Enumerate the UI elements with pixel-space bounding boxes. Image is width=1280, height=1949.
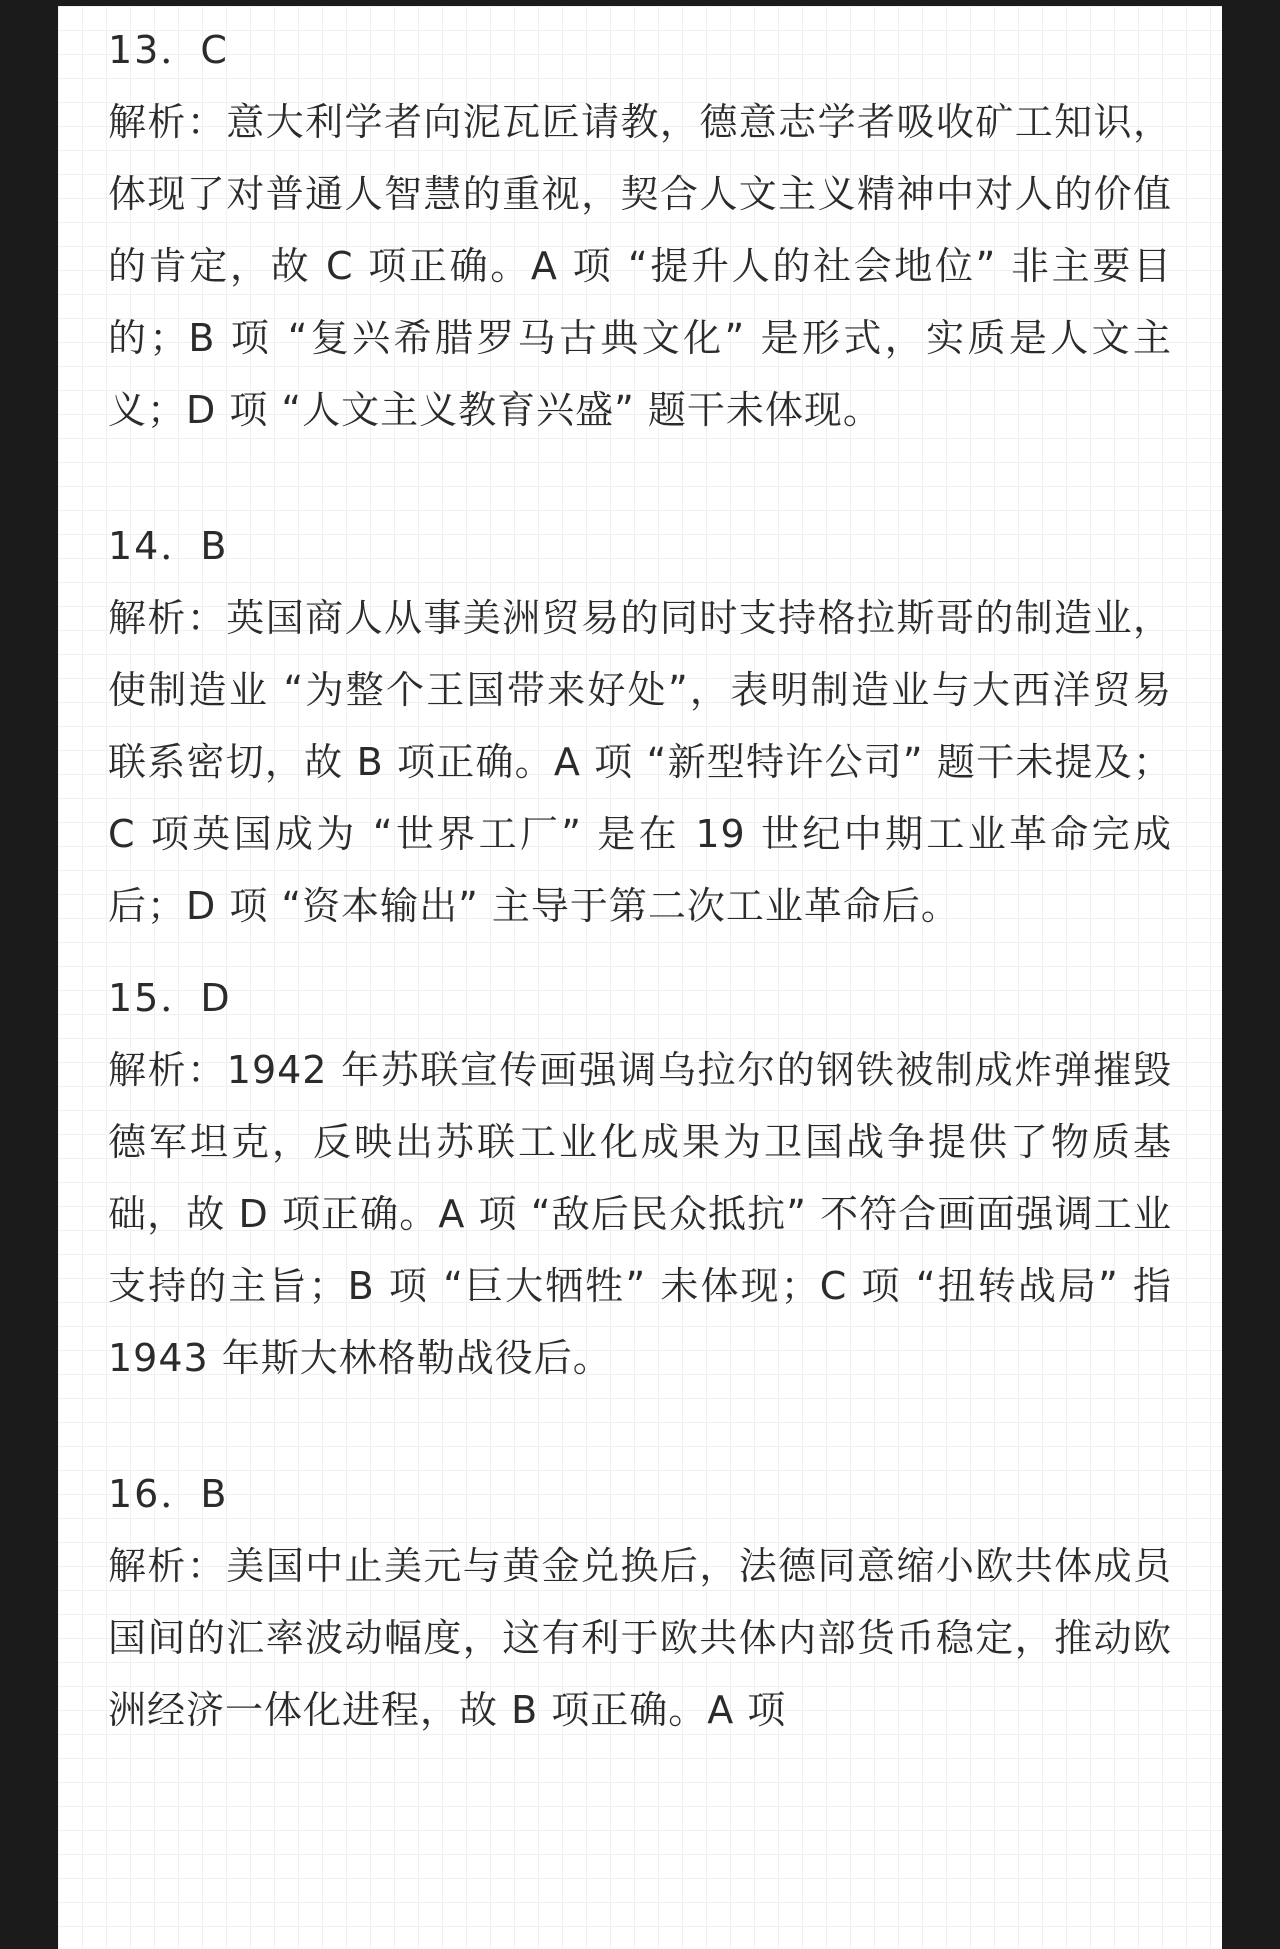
question-16	[108, 1458, 1172, 1746]
question-number: 13．C	[108, 28, 229, 72]
spacer	[108, 1394, 1172, 1458]
answer-analysis-content	[108, 14, 1172, 1746]
question-number: 16．B	[108, 1472, 229, 1516]
question-analysis: 解析：1942 年苏联宣传画强调乌拉尔的钢铁被制成炸弹摧毁德军坦克，反映出苏联工业化成果为卫国战争提供了物质基础，故 D 项正确。A 项 “敌后民众抵抗” 不符合画面强调工业支持的主旨；B 项 “巨大牺牲” 未体现；C 项 “扭转战局” 指 1943 年斯大林格勒战役后。	[108, 1048, 1172, 1380]
spacer	[108, 942, 1172, 962]
question-14	[108, 510, 1172, 942]
question-15	[108, 962, 1172, 1394]
document-page	[58, 6, 1222, 1949]
question-13	[108, 14, 1172, 446]
question-number: 14．B	[108, 524, 229, 568]
question-number: 15．D	[108, 976, 232, 1020]
spacer	[108, 446, 1172, 510]
question-analysis: 解析：英国商人从事美洲贸易的同时支持格拉斯哥的制造业，使制造业 “为整个王国带来好处”，表明制造业与大西洋贸易联系密切，故 B 项正确。A 项 “新型特许公司” 题干未提及；C 项英国成为 “世界工厂” 是在 19 世纪中期工业革命完成后；D 项 “资本输出” 主导于第二次工业革命后。	[108, 596, 1172, 928]
question-analysis: 解析：意大利学者向泥瓦匠请教，德意志学者吸收矿工知识，体现了对普通人智慧的重视，契合人文主义精神中对人的价值的肯定，故 C 项正确。A 项 “提升人的社会地位” 非主要目的；B 项 “复兴希腊罗马古典文化” 是形式，实质是人文主义；D 项 “人文主义教育兴盛” 题干未体现。	[108, 100, 1172, 432]
question-analysis: 解析：美国中止美元与黄金兑换后，法德同意缩小欧共体成员国间的汇率波动幅度，这有利于欧共体内部货币稳定，推动欧洲经济一体化进程，故 B 项正确。A 项	[108, 1544, 1172, 1732]
